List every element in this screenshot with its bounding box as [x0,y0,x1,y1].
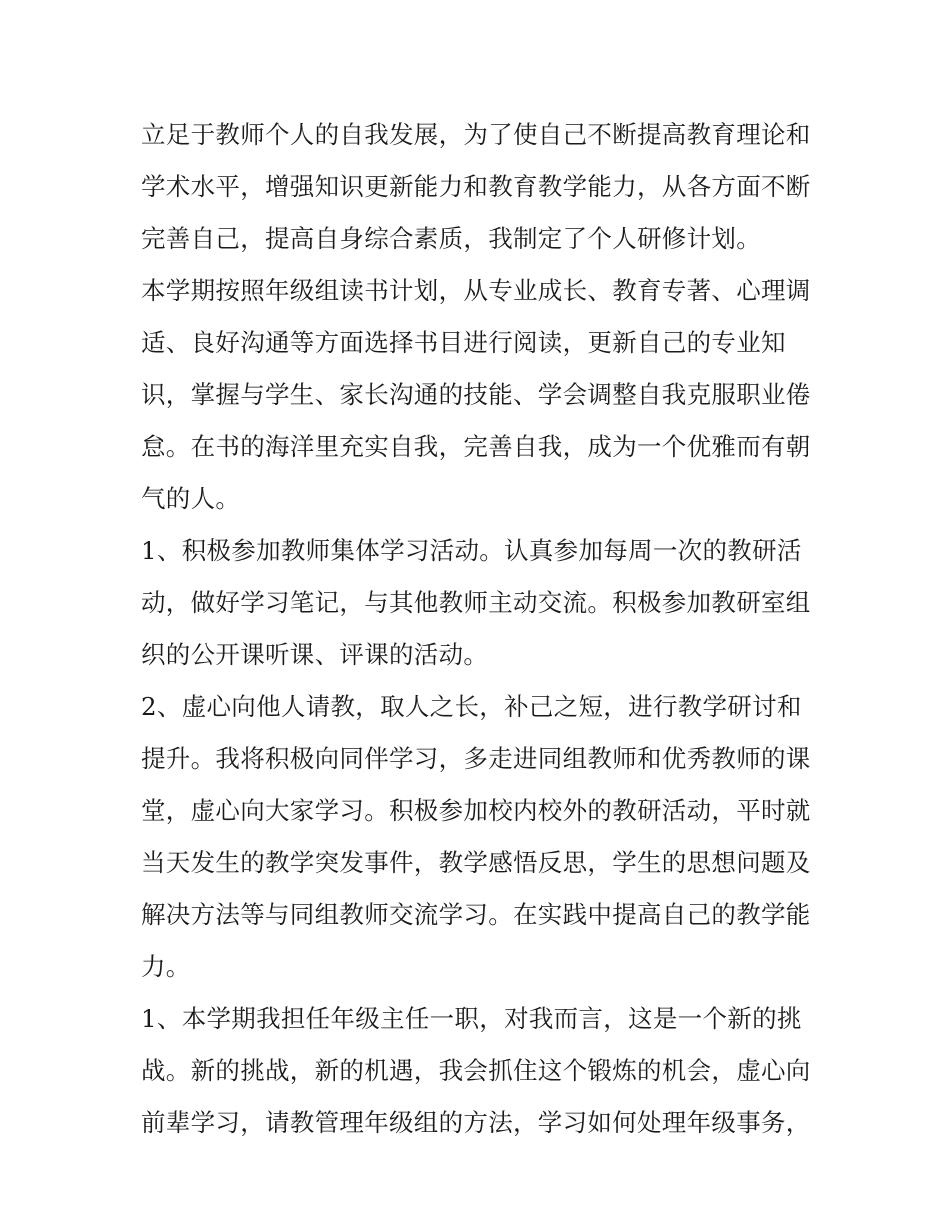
text-line: 学术水平，增强知识更新能力和教育教学能力，从各方面不断 [141,172,811,201]
text-line: 解决方法等与同组教师交流学习。在实践中提高自己的教学能 [141,900,811,929]
paragraph-item-2-learn-from-others [141,681,821,993]
text-line: 战。新的挑战，新的机遇，我会抓住这个锻炼的机会，虚心向 [141,1056,811,1085]
text-line: 完善自己，提高自身综合素质，我制定了个人研修计划。 [141,224,761,253]
document-body [141,109,821,1149]
paragraph-intro [141,109,821,265]
paragraph-item-1-study [141,525,821,681]
text-line: 2、虚心向他人请教，取人之长，补己之短，进行教学研讨和 [141,692,802,721]
text-line: 织的公开课听课、评课的活动。 [141,640,489,669]
paragraph-item-1-grade-head [141,993,821,1149]
text-line: 力。 [141,952,191,981]
text-line: 1、本学期我担任年级主任一职，对我而言，这是一个新的挑 [141,1004,802,1033]
text-line: 1、积极参加教师集体学习活动。认真参加每周一次的教研活 [141,536,802,565]
text-line: 提升。我将积极向同伴学习，多走进同组教师和优秀教师的课 [141,744,811,773]
text-line: 当天发生的教学突发事件，教学感悟反思，学生的思想问题及 [141,848,811,877]
text-line: 前辈学习，请教管理年级组的方法，学习如何处理年级事务， [141,1108,811,1137]
text-line: 识，掌握与学生、家长沟通的技能、学会调整自我克服职业倦 [141,380,811,409]
paragraph-reading-plan [141,265,821,525]
text-line: 适、良好沟通等方面选择书目进行阅读，更新自己的专业知 [141,328,786,357]
text-line: 立足于教师个人的自我发展，为了使自己不断提高教育理论和 [141,120,811,149]
text-line: 动，做好学习笔记，与其他教师主动交流。积极参加教研室组 [141,588,811,617]
text-line: 怠。在书的海洋里充实自我，完善自我，成为一个优雅而有朝 [141,432,811,461]
text-line: 气的人。 [141,484,241,513]
text-line: 本学期按照年级组读书计划，从专业成长、教育专著、心理调 [141,276,811,305]
text-line: 堂，虚心向大家学习。积极参加校内校外的教研活动，平时就 [141,796,811,825]
